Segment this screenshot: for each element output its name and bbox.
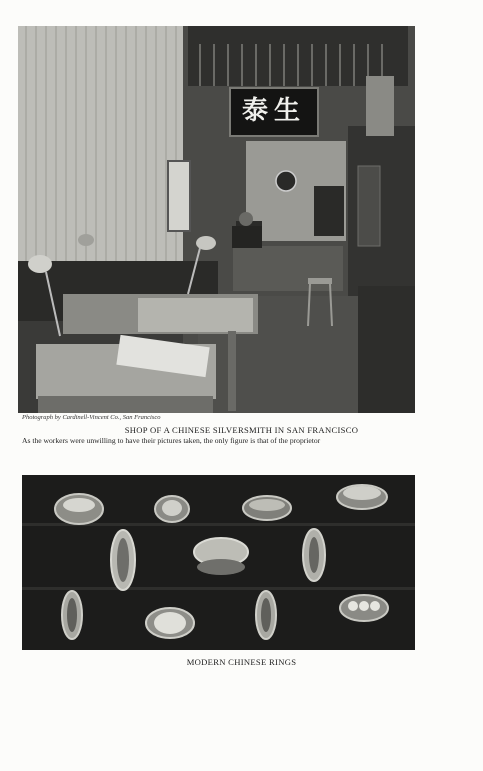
photo-credit: Photograph by Cardinell-Vincent Co., San Francisco bbox=[22, 414, 161, 421]
chinese-rings-photo bbox=[22, 475, 415, 650]
silversmith-shop-photo bbox=[18, 26, 415, 413]
figure-1-caption-title: SHOP OF A CHINESE SILVERSMITH IN SAN FRANCISCO bbox=[124, 425, 359, 435]
shop-sign-text: 泰生 bbox=[241, 96, 306, 126]
figure-2-caption-title: MODERN CHINESE RINGS bbox=[186, 657, 297, 667]
figure-1-caption-subtitle: As the workers were unwilling to have their pictures taken, the only figure is that of the proprietor bbox=[22, 436, 321, 445]
